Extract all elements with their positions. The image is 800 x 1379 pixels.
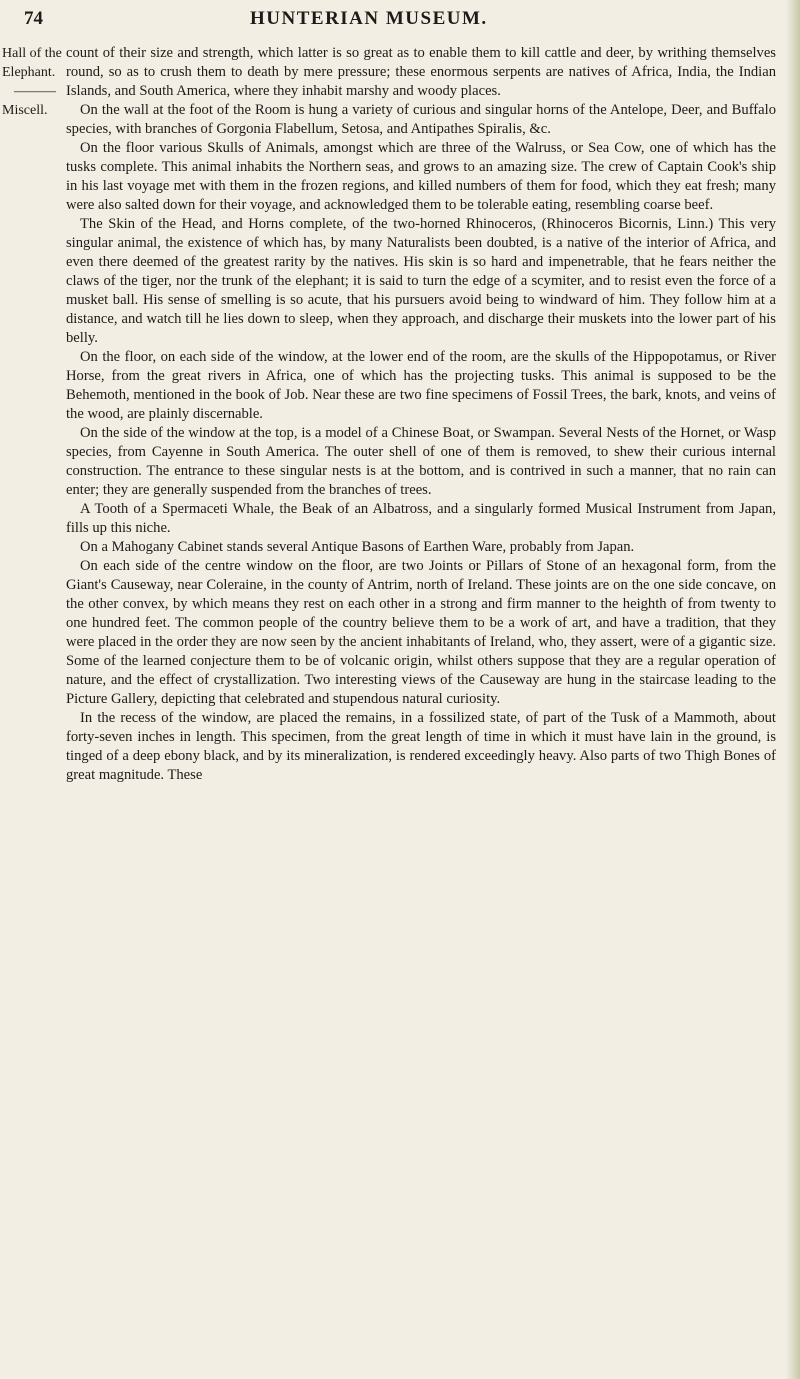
paragraph: In the recess of the window, are placed the remains, in a fossilized state, of part of the Tusk of a Mammoth, about forty-seven inches in length. This specimen, from the great length of time in which it must have lain in the ground, is tinged of a deep ebony black, and by its mineralization, is rendered exceedingly heavy. Also parts of two Thigh Bones of great magnitude. These bbox=[66, 710, 776, 783]
margin-note-hall: Hall of the bbox=[2, 46, 62, 61]
paragraph: The Skin of the Head, and Horns complete, of the two-horned Rhinoceros, (Rhinoceros Bicornis, Linn.) This very singular animal, the existence of which has, by many Naturalists been doubted, is a native of the interior of Africa, and even there deemed of the greatest rarity by the natives. His skin is so hard and impenetrable, that he fears neither the claws of the tiger, nor the trunk of the elephant; it is said to turn the edge of a scymiter, and to resist even the force of a musket ball. His sense of smelling is so acute, that his pursuers avoid being to windward of him. They follow him at a distance, and watch till he lies down to sleep, when they approach, and discharge their muskets into the lower part of his belly. bbox=[66, 216, 776, 346]
paragraph: On the side of the window at the top, is a model of a Chinese Boat, or Swampan. Several Nests of the Hornet, or Wasp species, from Cayenne in South America. The outer shell of one of them is removed, to shew their curious internal construction. The entrance to these singular nests is at the bottom, and is contrived in such a manner, that no rain can enter; they are generally suspended from the branches of trees. bbox=[66, 425, 776, 498]
paragraph: On the floor various Skulls of Animals, amongst which are three of the Walruss, or Sea Cow, one of which has the tusks complete. This animal inhabits the Northern seas, and grows to an amazing size. The crew of Captain Cook's ship in his last voyage met with them in the frozen regions, and killed numbers of them for food, which they eat fresh; many were also salted down for their voyage, and acknowledged them to be tolerable eating, resembling coarse beef. bbox=[66, 140, 776, 213]
page-edge-shadow bbox=[786, 0, 800, 1379]
page-body bbox=[2, 44, 776, 785]
page-header bbox=[24, 6, 776, 36]
paragraph: On the wall at the foot of the Room is hung a variety of curious and singular horns of the Antelope, Deer, and Buffalo species, with branches of Gorgonia Flabellum, Setosa, and Antipathes Spiralis, &c. bbox=[66, 102, 776, 137]
paragraph: On a Mahogany Cabinet stands several Antique Basons of Earthen Ware, probably from Japan. bbox=[80, 539, 635, 555]
running-head: HUNTERIAN MUSEUM. bbox=[250, 8, 488, 29]
paragraph: On the floor, on each side of the window, at the lower end of the room, are the skulls of the Hippopotamus, or River Horse, from the great rivers in Africa, one of which has the projecting tusks. This animal is supposed to be the Behemoth, mentioned in the book of Job. Near these are two fine specimens of Fossil Trees, the bark, knots, and veins of the wood, are plainly discernable. bbox=[66, 349, 776, 422]
margin-note-elephant: Elephant. bbox=[2, 65, 56, 80]
paragraph: A Tooth of a Spermaceti Whale, the Beak of an Albatross, and a singularly formed Musical Instrument from Japan, fills up this niche. bbox=[66, 501, 776, 536]
paragraph: count of their size and strength, which latter is so great as to enable them to kill cattle and deer, by writhing themselves round, so as to crush them to death by mere pressure; these enormous serpents are natives of Africa, India, the Indian Islands, and South America, where they inhabit marshy and woody places. bbox=[66, 45, 776, 99]
margin-note-miscell: Miscell. bbox=[2, 103, 48, 118]
paragraph: On each side of the centre window on the floor, are two Joints or Pillars of Stone of an hexagonal form, from the Giant's Causeway, near Coleraine, in the county of Antrim, north of Ireland. These joints are on the one side concave, on the other convex, by which means they rest on each other in a strong and firm manner to the heighth of from twenty to one hundred feet. The common people of the country believe them to be a work of art, and have a tradition, that they were placed in the order they are now seen by the ancient inhabitants of Ireland, who, they assert, were of a gigantic size. Some of the learned conjecture them to be of volcanic origin, whilst others suppose that they are a regular operation of nature, and the effect of crystallization. Two interesting views of the Causeway are hung in the staircase leading to the Picture Gallery, depicting that celebrated and stupendous natural curiosity. bbox=[66, 558, 776, 707]
page-number: 74 bbox=[24, 8, 43, 29]
body-text bbox=[66, 44, 776, 785]
margin-note-rule: ——— bbox=[14, 84, 56, 99]
margin-notes bbox=[2, 44, 66, 785]
